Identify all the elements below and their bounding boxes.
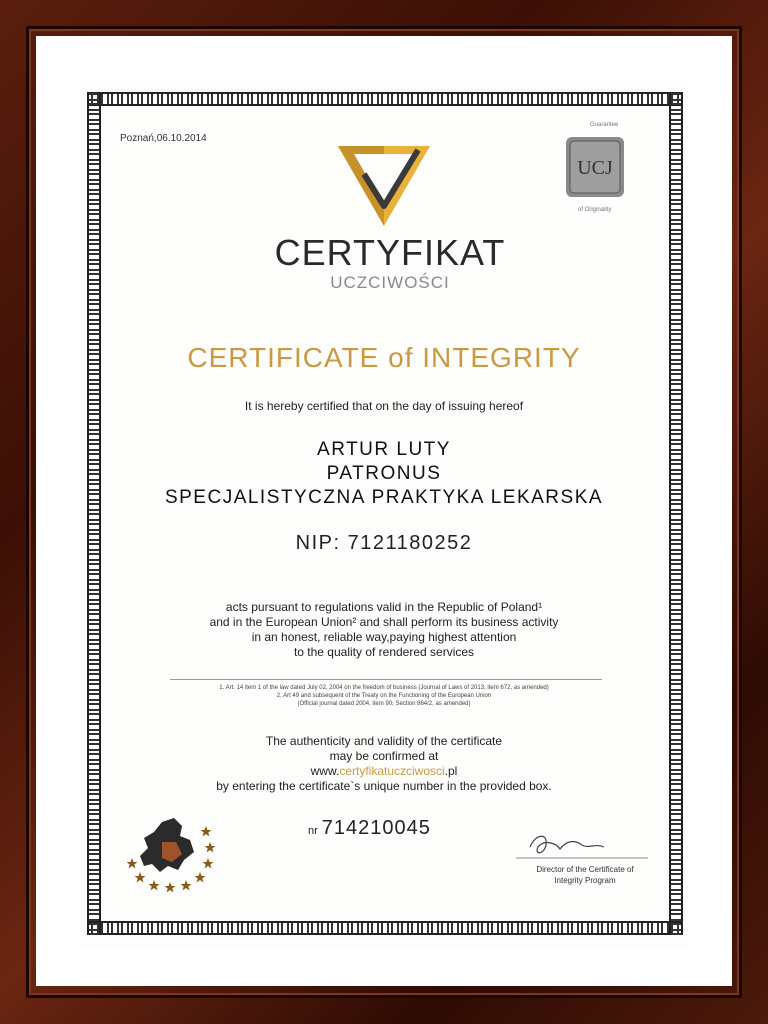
company-name-block [100,438,668,510]
statement-line: acts pursuant to regulations valid in the Republic of Poland¹ [225,600,543,614]
seal-letters: UCJ [577,157,613,179]
footnote-line: 2. Art 49 and subsequent of the Treaty on the Functioning of the European Union [276,693,492,699]
footnote-line: (Official journal dated 2004, item 90, Section 864/2, as amended) [297,701,471,707]
certificate-heading: CERTIFICATE of INTEGRITY [187,342,581,373]
signature-caption-line: Integrity Program [554,876,616,885]
authenticity-line: may be confirmed at [329,749,439,763]
greek-key-border-top [87,92,683,106]
director-signature-icon [512,825,652,865]
eu-map-stars-icon [122,812,218,896]
statement-line: in an honest, reliable way,paying highest attention [251,630,517,644]
nip-number: NIP: 7121180252 [295,532,473,554]
greek-key-border-bottom [87,921,683,935]
statement-text [100,600,668,660]
footnotes [100,684,668,708]
issue-date: Poznań,06.10.2014 [120,133,207,144]
authenticity-text [100,734,668,794]
statement-line: and in the European Union² and shall perform its business activity [209,615,559,629]
certificate-logo-icon [334,140,434,230]
certificate-number [308,817,431,840]
signature-caption-line: Director of the Certificate of [536,865,634,874]
nr-label: nr [308,825,318,837]
authenticity-line: The authenticity and validity of the certificate [265,734,503,748]
originality-seal-icon [565,136,625,198]
greek-key-border-right [669,92,683,935]
footnote-divider [170,679,602,680]
company-line: ARTUR LUTY [317,439,451,460]
verification-url [100,764,668,779]
company-line: SPECJALISTYCZNA PRAKTYKA LEKARSKA [164,487,604,508]
intro-text: It is hereby certified that on the day of issuing hereof [244,399,524,413]
footnote-line: 1. Art. 14 item 1 of the law dated July 02, 2004 on the freedom of business (Journal of Laws of 2013, item 672, as amended) [219,685,549,691]
brand-title: CERTYFIKAT [274,232,506,273]
brand-subtitle: UCZCIWOŚCI [330,273,450,292]
seal-top-text: Guarantee [590,122,619,128]
authenticity-line: by entering the certificate`s unique number in the provided box. [216,779,552,793]
signature-caption [515,864,655,886]
statement-line: to the quality of rendered services [293,645,475,659]
nr-value: 714210045 [321,817,431,839]
url-prefix: www. [310,764,340,778]
url-domain: certyfikatuczciwosci [339,764,445,778]
greek-key-border-left [87,92,101,935]
seal-bottom-text: of Originality [578,207,612,213]
company-line: PATRONUS [326,463,442,484]
url-suffix: .pl [444,764,458,778]
